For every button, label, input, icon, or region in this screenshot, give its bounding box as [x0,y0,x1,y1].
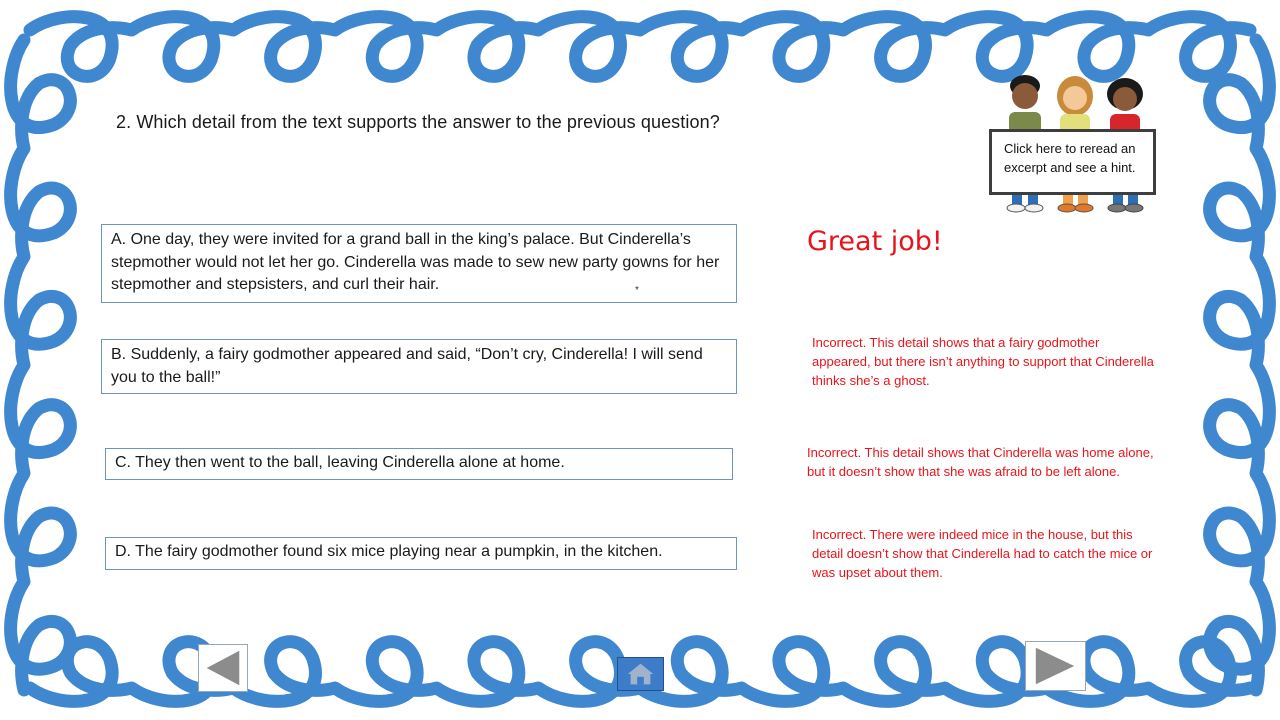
correct-feedback: Great job! [807,226,943,257]
home-icon [618,658,663,690]
next-button[interactable] [1025,641,1086,691]
answer-mark: * [635,285,639,296]
feedback-option-b: Incorrect. This detail shows that a fairy godmother appeared, but there isn’t anything to support that Cinderella thinks she’s a ghost. [812,335,1154,388]
answer-text: B. Suddenly, a fairy godmother appeared and said, “Don’t cry, Cinderella! I will send you to the ball!” [111,346,703,386]
answer-option-d[interactable] [105,537,737,570]
answer-option-c[interactable] [105,448,733,480]
border-loop [11,40,71,690]
answer-text: D. The fairy godmother found six mice playing near a pumpkin, in the kitchen. [115,543,663,560]
previous-button[interactable] [198,644,248,692]
feedback-option-d: Incorrect. There were indeed mice in the house, but this detail doesn’t show that Cinderella had to catch the mice or was upset about them. [812,527,1153,580]
answer-option-a[interactable] [101,224,737,303]
answer-text: A. One day, they were invited for a grand ball in the king’s palace. But Cinderella’s stepmother would not let her go. Cinderella was made to sew new party gowns for her stepmother and stepsisters, and curl their hair. [111,231,720,293]
arrow-left-icon [199,645,247,691]
question-text: 2. Which detail from the text supports the answer to the previous question? [116,112,720,132]
arrow-right-icon [1026,642,1085,690]
border-loop [1210,40,1270,690]
hint-text: Click here to reread an excerpt and see a hint. [1004,141,1136,175]
feedback-option-c: Incorrect. This detail shows that Cinderella was home alone, but it doesn’t show that she was afraid to be left alone. [807,445,1154,479]
hint-sign[interactable] [989,129,1156,195]
answer-text: C. They then went to the ball, leaving Cinderella alone at home. [115,454,565,471]
border-loop [30,17,1250,77]
answer-option-b[interactable] [101,339,737,394]
home-button[interactable] [617,657,664,691]
hint-button[interactable] [985,72,1165,217]
